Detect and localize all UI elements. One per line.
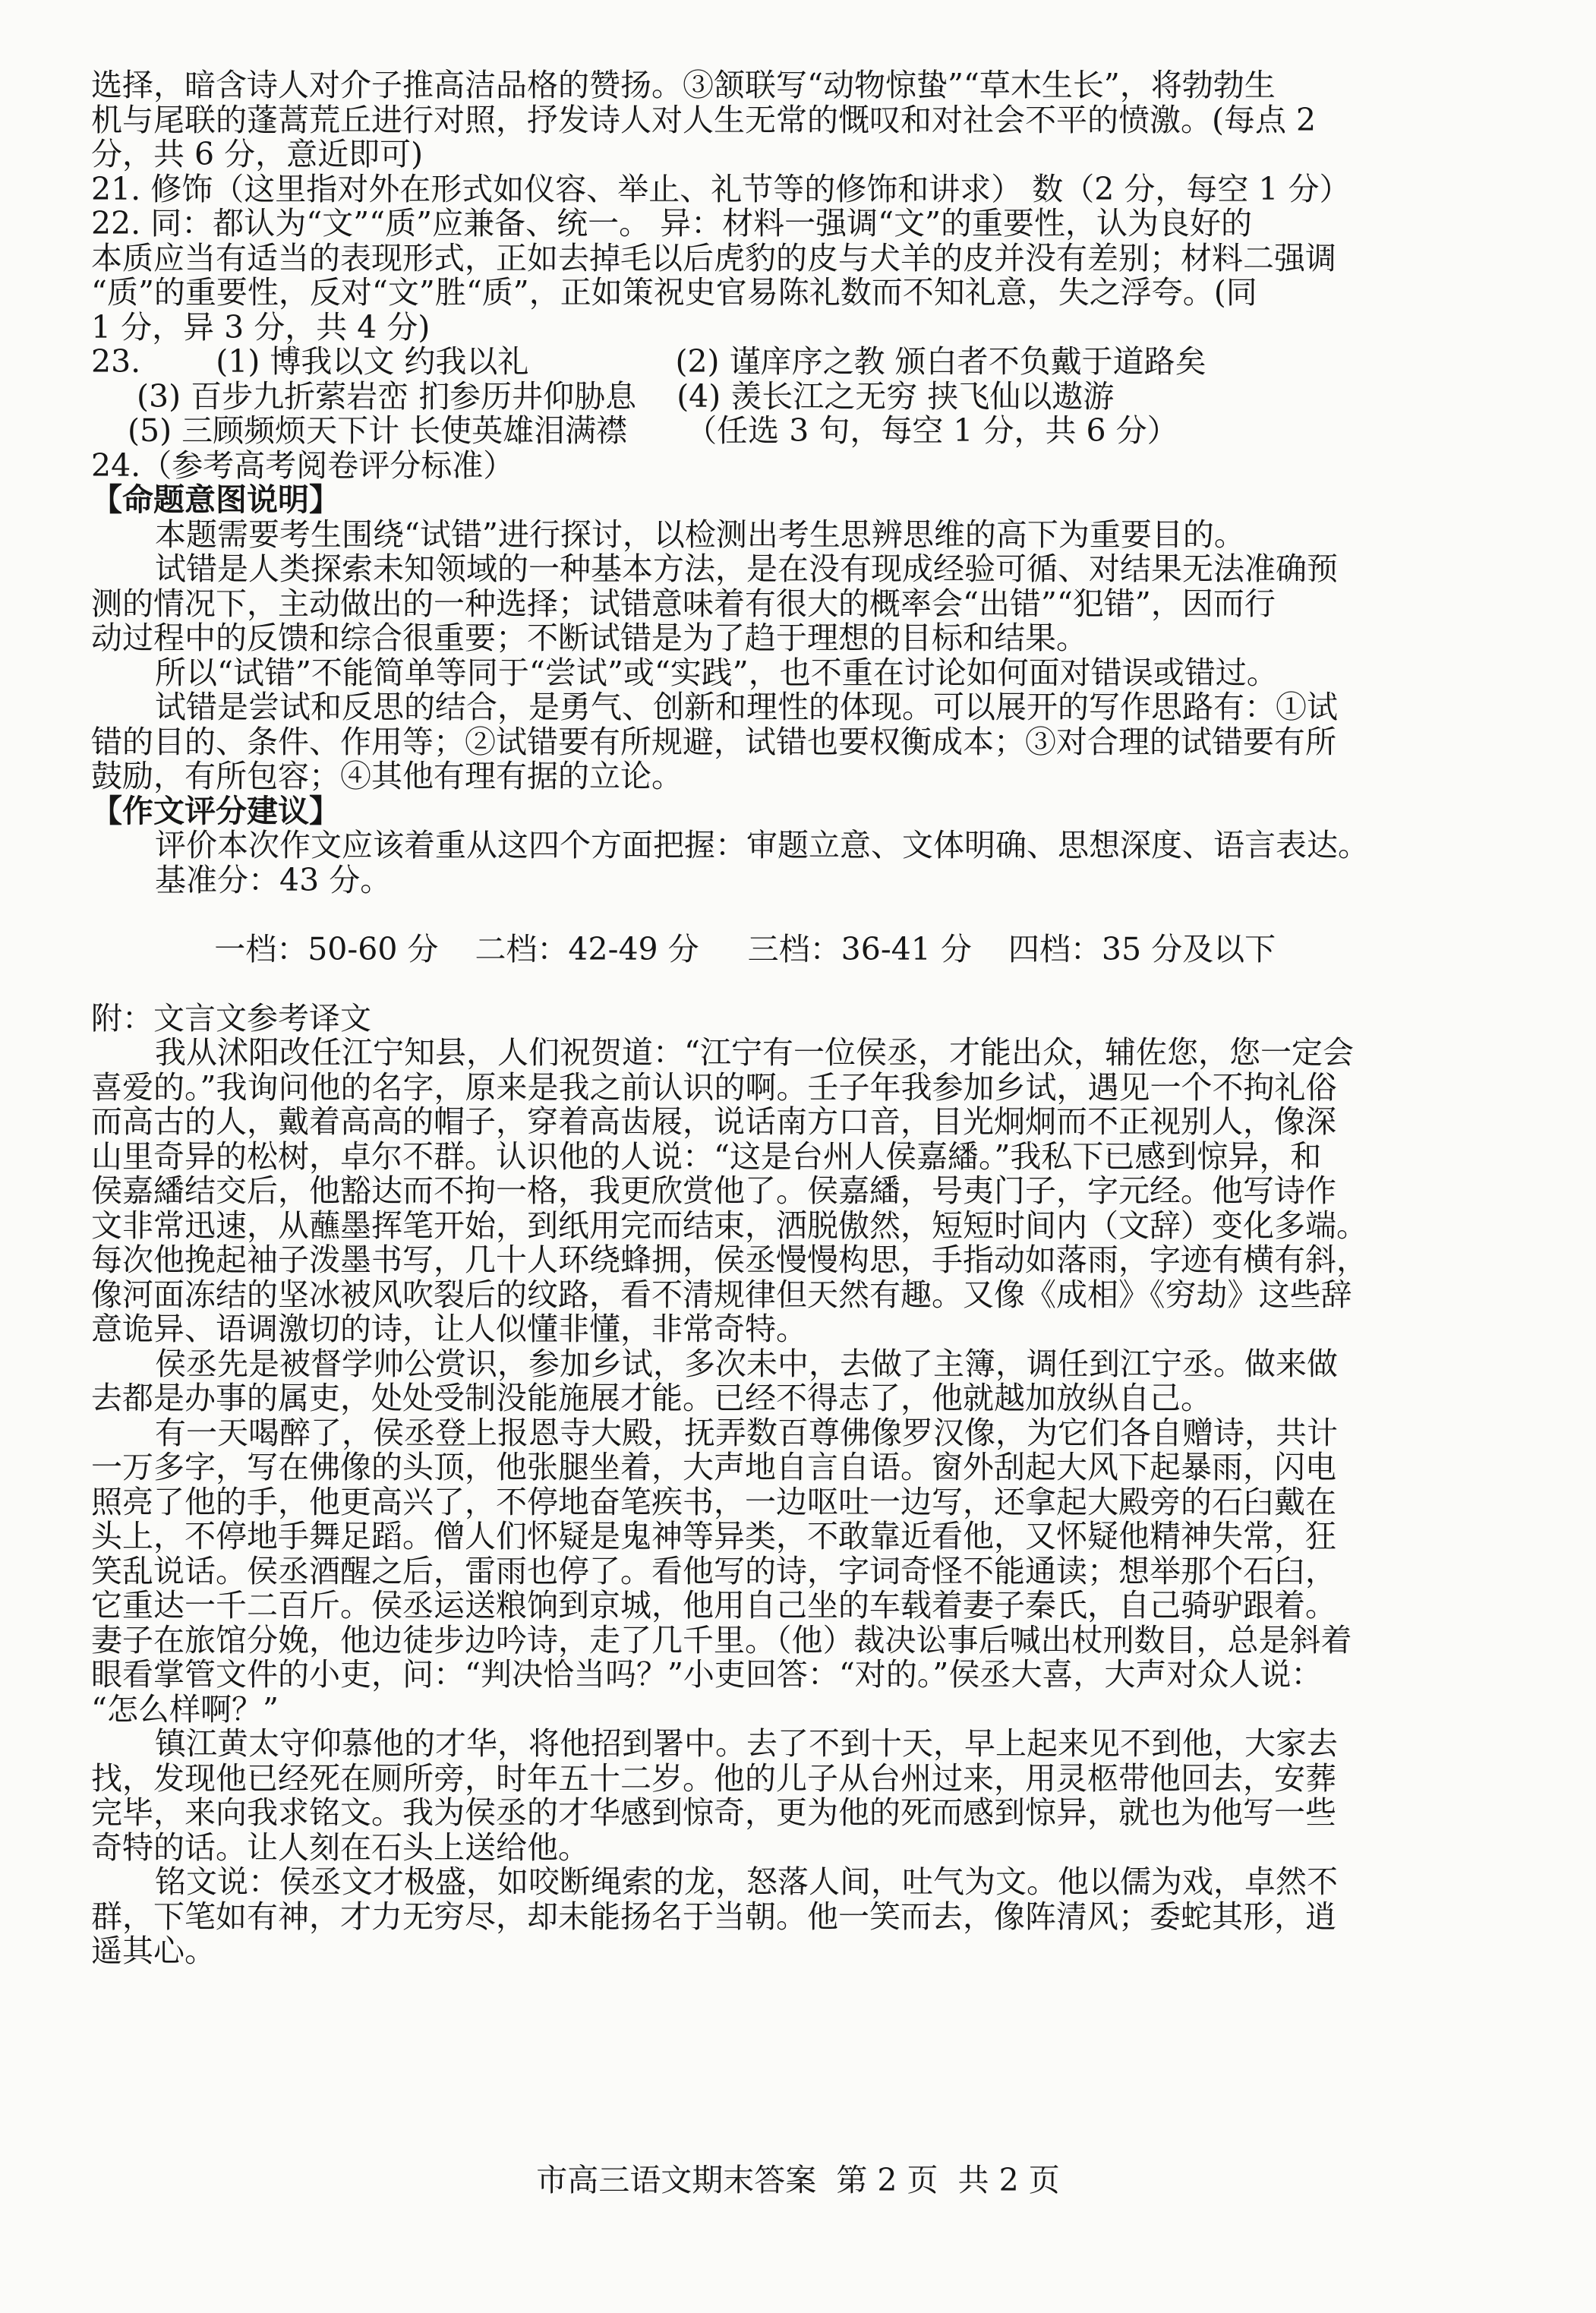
q23-item: (3) 百步九折萦岩峦 扪参历井仰胁息	[137, 377, 637, 415]
text-line: 山里奇异的松树，卓尔不群。认识他的人说：“这是台州人侯嘉繙。”我私下已感到惊异，和	[91, 1138, 1322, 1175]
text-line: 有一天喝醉了，侯丞登上报恩寺大殿，抚弄数百尊佛像罗汉像，为它们各自赠诗，共计	[155, 1414, 1338, 1451]
text-line: 试错是人类探索未知领域的一种基本方法，是在没有现成经验可循、对结果无法准确预	[155, 551, 1338, 587]
text-line: 错的目的、条件、作用等；②试错要有所规避，试错也要权衡成本；③对合理的试错要有所	[91, 723, 1336, 760]
grading-heading: 【作文评分建议】	[91, 792, 340, 829]
text-line: 评价本次作文应该着重从这四个方面把握：审题立意、文体明确、思想深度、语言表达。	[155, 827, 1369, 863]
q23-item: (4) 羡长江之无穷 挟飞仙以遨游	[677, 377, 1115, 415]
text-line: 完毕，来向我求铭文。我为侯丞的才华感到惊奇，更为他的死而感到惊异，就也为他写一些	[91, 1794, 1336, 1831]
text-line: 侯嘉繙结交后，他豁达而不拘一格，我更欣赏他了。侯嘉繙，号夷门子，字元经。他写诗作	[91, 1172, 1336, 1209]
text-line: “怎么样啊？”	[91, 1690, 279, 1728]
tier: 二档：42-49 分	[475, 930, 699, 967]
text-line: 镇江黄太守仰慕他的才华，将他招到署中。去了不到十天，早上起来见不到他，大家去	[155, 1725, 1338, 1762]
text-line: 笑乱说话。侯丞酒醒之后，雷雨也停了。看他写的诗，字词奇怪不能通读；想举那个石臼，	[91, 1552, 1336, 1589]
text-line: 头上，不停地手舞足蹈。僧人们怀疑是鬼神等异类，不敢靠近看他，又怀疑他精神失常，狂	[91, 1518, 1336, 1554]
q23-row	[91, 345, 1427, 380]
text-line: 奇特的话。让人刻在石头上送给他。	[91, 1829, 589, 1866]
text-line: 它重达一千二百斤。侯丞运送粮饷到京城，他用自己坐的车载着妻子秦氏，自己骑驴跟着。	[91, 1587, 1336, 1624]
section-q23	[91, 345, 1427, 449]
text-line: 去都是办事的属吏，处处受制没能施展才能。已经不得志了，他就越加放纵自己。	[91, 1380, 1212, 1416]
text-line: 鼓励，有所包容；④其他有理有据的立论。	[91, 758, 683, 794]
text-line: 一万多字，写在佛像的头顶，他张腿坐着，大声地自言自语。窗外刮起大风下起暴雨，闪电	[91, 1449, 1336, 1485]
text-line: 铭文说：侯丞文才极盛，如咬断绳索的龙，怒落人间，吐气为文。他以儒为戏，卓然不	[155, 1863, 1338, 1900]
text-line: 1 分，异 3 分，共 4 分)	[91, 308, 431, 346]
text-line: 找，发现他已经死在厕所旁，时年五十二岁。他的儿子从台州过来，用灵柩带他回去，安葬	[91, 1759, 1336, 1797]
text-line: 侯丞先是被督学帅公赏识，参加乡试，多次未中，去做了主簿，调任到江宁丞。做来做	[155, 1345, 1338, 1382]
score-tiers	[91, 898, 1427, 1002]
q23-item: (2) 谨庠序之教 颁白者不负戴于道路矣	[675, 343, 1206, 380]
text-line: 每次他挽起袖子泼墨书写，几十人环绕蜂拥，侯丞慢慢构思，手指动如落雨，字迹有横有斜，	[91, 1242, 1367, 1278]
text-line: 本题需要考生围绕“试错”进行探讨，以检测出考生思辨思维的高下为重要目的。	[155, 516, 1245, 553]
text-line: 意诡异、语调激切的诗，让人似懂非懂，非常奇特。	[91, 1311, 807, 1347]
intent-heading: 【命题意图说明】	[91, 481, 340, 518]
text-line: 分，共 6 分，意近即可)	[91, 136, 424, 172]
section-intent	[91, 483, 1427, 794]
answer-page	[91, 68, 1427, 1969]
q23-item: (1) 博我以文 约我以礼	[216, 343, 529, 380]
text-line: 而高古的人，戴着高高的帽子，穿着高齿屐，说话南方口音，目光炯炯而不正视别人，像深	[91, 1103, 1336, 1140]
q23-number: 23.	[91, 343, 141, 380]
text-line: 像河面冻结的坚冰被风吹裂后的纹路，看不清规律但天然有趣。又像《成相》《穷劫》这些辞	[91, 1276, 1352, 1313]
text-line: 遥其心。	[91, 1933, 216, 1969]
text-line: 选择，暗含诗人对介子推高洁品格的赞扬。③颔联写“动物惊蛰”“草木生长”，将勃勃生	[91, 67, 1276, 103]
q23-item: (5) 三顾频烦天下计 长使英雄泪满襟	[128, 412, 628, 449]
tier: 四档：35 分及以下	[1008, 930, 1276, 967]
q23-row	[91, 414, 1427, 449]
section-grading	[91, 794, 1427, 1002]
section-translation	[91, 999, 1427, 1969]
q23-item: （任选 3 句，每空 1 分，共 6 分）	[686, 412, 1178, 449]
tier: 三档：36-41 分	[747, 930, 972, 967]
text-line: 照亮了他的手，他更高兴了，不停地奋笔疾书，一边呕吐一边写，还拿起大殿旁的石臼戴在	[91, 1483, 1336, 1520]
text-line: 动过程中的反馈和综合很重要；不断试错是为了趋于理想的目标和结果。	[91, 620, 1087, 656]
translation-heading: 附：文言文参考译文	[91, 999, 371, 1037]
text-line: “质”的重要性，反对“文”胜“质”，正如策祝史官易陈礼数而不知礼意，失之浮夸。(同	[91, 274, 1257, 311]
text-line: 试错是尝试和反思的结合，是勇气、创新和理性的体现。可以展开的写作思路有：①试	[155, 689, 1338, 725]
q23-row	[91, 377, 1427, 415]
text-line: 妻子在旅馆分娩，他边徒步边吟诗，走了几千里。（他）裁决讼事后喊出杖刑数目，总是斜着	[91, 1621, 1352, 1658]
text-line: 我从沭阳改任江宁知县，人们祝贺道：“江宁有一位侯丞，才能出众，辅佐您，您一定会	[155, 1034, 1354, 1071]
text-line: 所以“试错”不能简单等同于“尝试”或“实践”，也不重在讨论如何面对错误或错过。	[155, 654, 1278, 691]
text-line: 眼看掌管文件的小吏，问：“判决恰当吗？”小吏回答：“对的。”侯丞大喜，大声对众人说：	[91, 1656, 1323, 1693]
text-line: 喜爱的。”我询问他的名字，原来是我之前认识的啊。壬子年我参加乡试，遇见一个不拘礼俗	[91, 1068, 1337, 1106]
text-line: 21. 修饰（这里指对外在形式如仪容、举止、礼节等的修饰和讲求） 数（2 分，每空 1 分）	[91, 170, 1351, 207]
text-line: 群，下笔如有神，才力无穷尽，却未能扬名于当朝。他一笑而去，像阵清风；委蛇其形，逍	[91, 1898, 1336, 1935]
text-line: 22. 同：都认为“文”“质”应兼备、统一。 异：材料一强调“文”的重要性，认为良好的	[91, 205, 1253, 241]
q24-line: 24.（参考高考阅卷评分标准）	[91, 447, 515, 484]
text-line: 测的情况下，主动做出的一种选择；试错意味着有很大的概率会“出错”“犯错”，因而行	[91, 585, 1276, 622]
section-q20-q22	[91, 68, 1427, 345]
text-line: 本质应当有适当的表现形式，正如去掉毛以后虎豹的皮与犬羊的皮并没有差别；材料二强调	[91, 239, 1336, 276]
text-line: 机与尾联的蓬蒿荒丘进行对照，抒发诗人对人生无常的慨叹和对社会不平的愤激。(每点 2	[91, 101, 1317, 138]
text-line: 文非常迅速，从蘸墨挥笔开始，到纸用完而结束，洒脱傲然，短短时间内（文辞）变化多端。	[91, 1207, 1367, 1244]
page-footer: 市高三语文期末答案 第 2 页 共 2 页	[536, 2162, 1060, 2198]
tier: 一档：50-60 分	[214, 930, 439, 967]
text-line: 基准分：43 分。	[155, 861, 392, 898]
